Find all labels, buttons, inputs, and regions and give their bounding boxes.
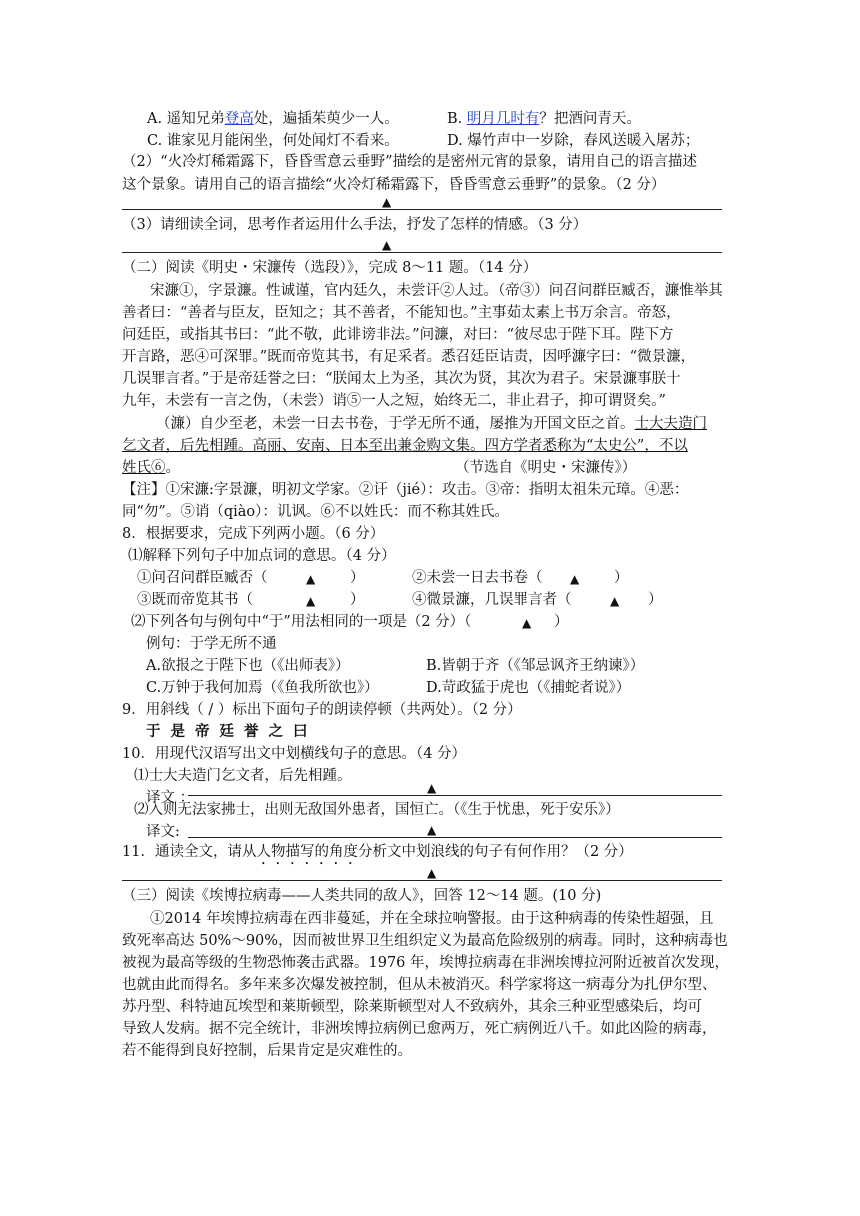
option-c: C.万钟于我何加焉（《鱼我所欲也》） <box>146 680 379 696</box>
question-9: 9．用斜线（ / ）标出下面句子的朗读停顿（共两处）。（2 分） <box>122 702 522 718</box>
passage-line: 姓氏⑥。 <box>122 460 180 476</box>
q8-item-3: ③既而帝览其书（ <box>137 592 253 608</box>
question-8-2: ⑵下列各句与例句中“于”用法相同的一项是（2 分）（ <box>131 614 472 630</box>
option-c-poem: C. 谁家见月能闲坐，何处闻灯不看来。 <box>147 133 399 149</box>
answer-line[interactable] <box>122 252 722 253</box>
answer-line[interactable] <box>122 880 722 881</box>
question-10-1: ⑴士大夫造门乞文者，后先相踵。 <box>134 768 352 784</box>
pause-sentence[interactable]: 于是帝廷誉之曰 <box>146 723 318 740</box>
answer-line[interactable] <box>122 209 722 210</box>
passage-line: 问廷臣，或指其书曰：“此不敬，此诽谤非法。”问濂，对曰：“彼尽忠于陛下耳。陛下方 <box>122 327 674 343</box>
option-d-poem: D. 爆竹声中一岁除，春风送暖入屠苏； <box>447 133 700 149</box>
link-denggao[interactable]: 登高 <box>224 111 254 127</box>
close-paren: ） <box>614 570 629 586</box>
option-a-poem: A. 遥知兄弟登高处，遍插茱萸少一人。 <box>147 111 399 127</box>
question-8-1: ⑴解释下列句子中加点词的意思。（4 分） <box>128 548 396 564</box>
triangle-marker: ▲ <box>306 594 316 608</box>
q8-item-4: ④微景濂，几误罪言者（ <box>412 592 572 608</box>
close-paren: ） <box>350 570 365 586</box>
q8-item-2: ②未尝一日去书卷（ <box>412 570 543 586</box>
ebola-paragraph-line: 致死率高达 50%～90%，因而被世界卫生组织定义为最高危险级别的病毒。同时，这种病毒也 <box>122 933 728 949</box>
notes-line2: 同“勿”。⑤诮（qiào）：讥讽。⑥不以姓氏：而不称其姓氏。 <box>122 504 509 520</box>
passage-line: 善者曰：“善者与臣友，臣知之；其不善者，不能知也。”主事茹太素上书万余言。帝怒， <box>122 305 681 321</box>
source-citation: （节选自《明史・宋濂传》） <box>455 460 637 476</box>
close-paren: ） <box>554 614 569 630</box>
question-11: 11．通读全文，请从人物描写的角度分析文中划浪线的句子有何作用？（2 分） <box>122 844 633 860</box>
question-3: （3）请细读全词，思考作者运用什么手法，抒发了怎样的情感。（3 分） <box>122 217 588 233</box>
ebola-paragraph-line: ①2014 年埃博拉病毒在西非蔓延，并在全球拉响警报。由于这种病毒的传染性超强，且 <box>150 911 714 927</box>
close-paren: ） <box>648 592 663 608</box>
underlined-sentence: 士大夫造门 <box>634 416 707 432</box>
underlined-sentence: 姓氏⑥ <box>122 460 166 476</box>
notes-line1: 【注】①宋濂:字景濂，明初文学家。②讦（jié）：攻击。③帝：指明太祖朱元璋。④恶： <box>122 482 689 498</box>
emphasized-phrase: 人物描写的角度 <box>256 844 358 860</box>
passage-line: 开言路，恶④可深罪。”既而帝览其书，有足采者。悉召廷臣诘责，因呼濂字曰：“微景濂， <box>122 349 696 365</box>
section-2-heading: （二）阅读《明史・宋濂传（选段）》，完成 8～11 题。（14 分） <box>122 260 538 276</box>
translation-label-1: 译文 ： <box>146 790 195 806</box>
question-10: 10．用现代汉语写出文中划横线句子的意思。（4 分） <box>122 746 467 762</box>
passage-line: 宋濂①，字景濂。性诚谨，官内廷久，未尝讦②人过。（帝③）问召问群臣臧否，濂惟举其 <box>150 283 723 299</box>
triangle-marker: ▲ <box>427 866 437 880</box>
ebola-paragraph-line: 被视为最高等级的生物恐怖袭击武器。1976 年，埃博拉病毒在非洲埃博拉河附近被首次发现， <box>122 955 730 971</box>
section-3-heading: （三）阅读《埃博拉病毒——人类共同的敌人》，回答 12～14 题。(10 分) <box>122 888 602 904</box>
question-2-line1: （2）“火冷灯稀霜露下，昏昏雪意云垂野”描绘的是密州元宵的景象，请用自己的语言描述 <box>122 154 698 170</box>
question-2-line2: 这个景象。请用自己的语言描绘“火冷灯稀霜露下，昏昏雪意云垂野”的景象。（2 分） <box>122 177 666 193</box>
triangle-marker: ▲ <box>306 572 316 586</box>
triangle-marker: ▲ <box>570 572 580 586</box>
link-mingyue[interactable]: 明月几时有 <box>466 111 540 127</box>
translation-label-2: 译文: <box>146 824 180 840</box>
question-10-2: ⑵入则无法家拂士，出则无敌国外患者，国恒亡。（《生于忧患，死于安乐》） <box>134 802 620 818</box>
ebola-paragraph-line: 也就由此而得名。多年来多次爆发被控制，但从未被消灭。科学家将这一病毒分为扎伊尔型、 <box>122 977 717 993</box>
example-sentence: 例句：于学无所不通 <box>146 636 277 652</box>
option-b: B.皆朝于齐（《邹忌讽齐王纳谏》） <box>426 658 645 674</box>
ebola-paragraph-line: 苏丹型、科特迪瓦埃型和莱斯顿型，除莱斯顿型对人不致病外，其余三种亚型感染后，均可 <box>122 999 702 1015</box>
option-a: A.欲报之于陛下也（《出师表》） <box>146 658 350 674</box>
passage-line: （濂）自少至老，未尝一日去书卷，于学无所不通，屡推为开国文臣之首。士大夫造门 <box>156 416 707 432</box>
triangle-marker: ▲ <box>382 195 392 209</box>
passage-line: 九年，未尝有一言之伪，（未尝）诮⑤一人之短，始终无二，非止君子，抑可谓贤矣。” <box>122 393 666 409</box>
close-paren: ） <box>350 592 365 608</box>
triangle-marker: ▲ <box>382 238 392 252</box>
underlined-sentence: 乞文者，后先相踵。高丽、安南、日本至出兼金购文集。四方学者悉称为“太史公”，不以 <box>122 438 688 454</box>
translation-answer-line-2[interactable] <box>188 837 722 838</box>
triangle-marker: ▲ <box>427 823 437 837</box>
q8-item-1: ①问召问群臣臧否（ <box>137 570 268 586</box>
translation-answer-line-1[interactable] <box>188 795 722 796</box>
triangle-marker: ▲ <box>522 616 532 630</box>
triangle-marker: ▲ <box>427 781 437 795</box>
question-8: 8．根据要求，完成下列两小题。（6 分） <box>122 526 385 542</box>
triangle-marker: ▲ <box>610 594 620 608</box>
option-d: D.苛政猛于虎也（《捕蛇者说》） <box>426 680 631 696</box>
option-b-poem: B. 明月几时有？把酒问青天。 <box>447 111 641 127</box>
ebola-paragraph-line: 导致人发病。据不完全统计，非洲埃博拉病例已愈两万，死亡病例近八千。如此凶险的病毒， <box>122 1021 717 1037</box>
passage-line: 几误罪言者。”于是帝廷誉之曰：“朕闻太上为圣，其次为贤，其次为君子。宋景濂事朕十 <box>122 371 681 387</box>
ebola-paragraph-line: 若不能得到良好控制，后果肯定是灾难性的。 <box>122 1043 412 1059</box>
